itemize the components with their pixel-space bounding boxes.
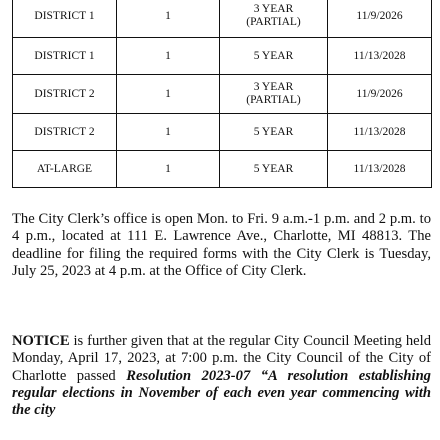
- term-cell: 5 YEAR: [220, 114, 328, 151]
- term-cell: 5 YEAR: [220, 151, 328, 188]
- election-seats-table: [12, 0, 432, 188]
- expiration-cell: 11/13/2028: [328, 151, 432, 188]
- seats-cell: 1: [117, 114, 220, 151]
- expiration-cell: 11/9/2026: [328, 0, 432, 38]
- district-cell: DISTRICT 1: [13, 38, 117, 75]
- expiration-cell: 11/13/2028: [328, 114, 432, 151]
- table-row: [13, 0, 432, 38]
- table-row: [13, 38, 432, 75]
- expiration-cell: 11/13/2028: [328, 38, 432, 75]
- term-length: 3 YEAR: [253, 81, 294, 93]
- term-cell: [220, 75, 328, 114]
- seats-cell: 1: [117, 75, 220, 114]
- term-length: 3 YEAR: [253, 3, 294, 15]
- table-row: [13, 75, 432, 114]
- notice-paragraph: [12, 333, 431, 419]
- term-note: (PARTIAL): [246, 16, 301, 28]
- clerk-office-paragraph: The City Clerk’s office is open Mon. to Fri. 9 a.m.-1 p.m. and 2 p.m. to 4 p.m., located at 111 E. Lawrence Ave., Charlotte, MI 48813. The deadline for filing the required forms with the City Clerk is Tuesday, July 25, 2023 at 4 p.m. at the Office of City Clerk.: [12, 211, 431, 279]
- term-note: (PARTIAL): [246, 94, 301, 106]
- table-row: [13, 114, 432, 151]
- resolution-title: Resolution 2023-07 “A resolution establishing regular elections in November of each even year commencing with the city: [12, 367, 431, 419]
- term-cell: 5 YEAR: [220, 38, 328, 75]
- term-cell: [220, 0, 328, 38]
- seats-cell: 1: [117, 0, 220, 38]
- table-row: [13, 151, 432, 188]
- district-cell: DISTRICT 2: [13, 114, 117, 151]
- district-cell: DISTRICT 1: [13, 0, 117, 38]
- notice-lead: NOTICE: [12, 333, 70, 349]
- seats-cell: 1: [117, 151, 220, 188]
- notice-body: is further given that at the regular City Council Meeting held Monday, April 17, 2023, at 7:00 p.m. the City Council of the City of Charlotte passed: [12, 333, 431, 384]
- district-cell: AT-LARGE: [13, 151, 117, 188]
- seats-cell: 1: [117, 38, 220, 75]
- expiration-cell: 11/9/2026: [328, 75, 432, 114]
- district-cell: DISTRICT 2: [13, 75, 117, 114]
